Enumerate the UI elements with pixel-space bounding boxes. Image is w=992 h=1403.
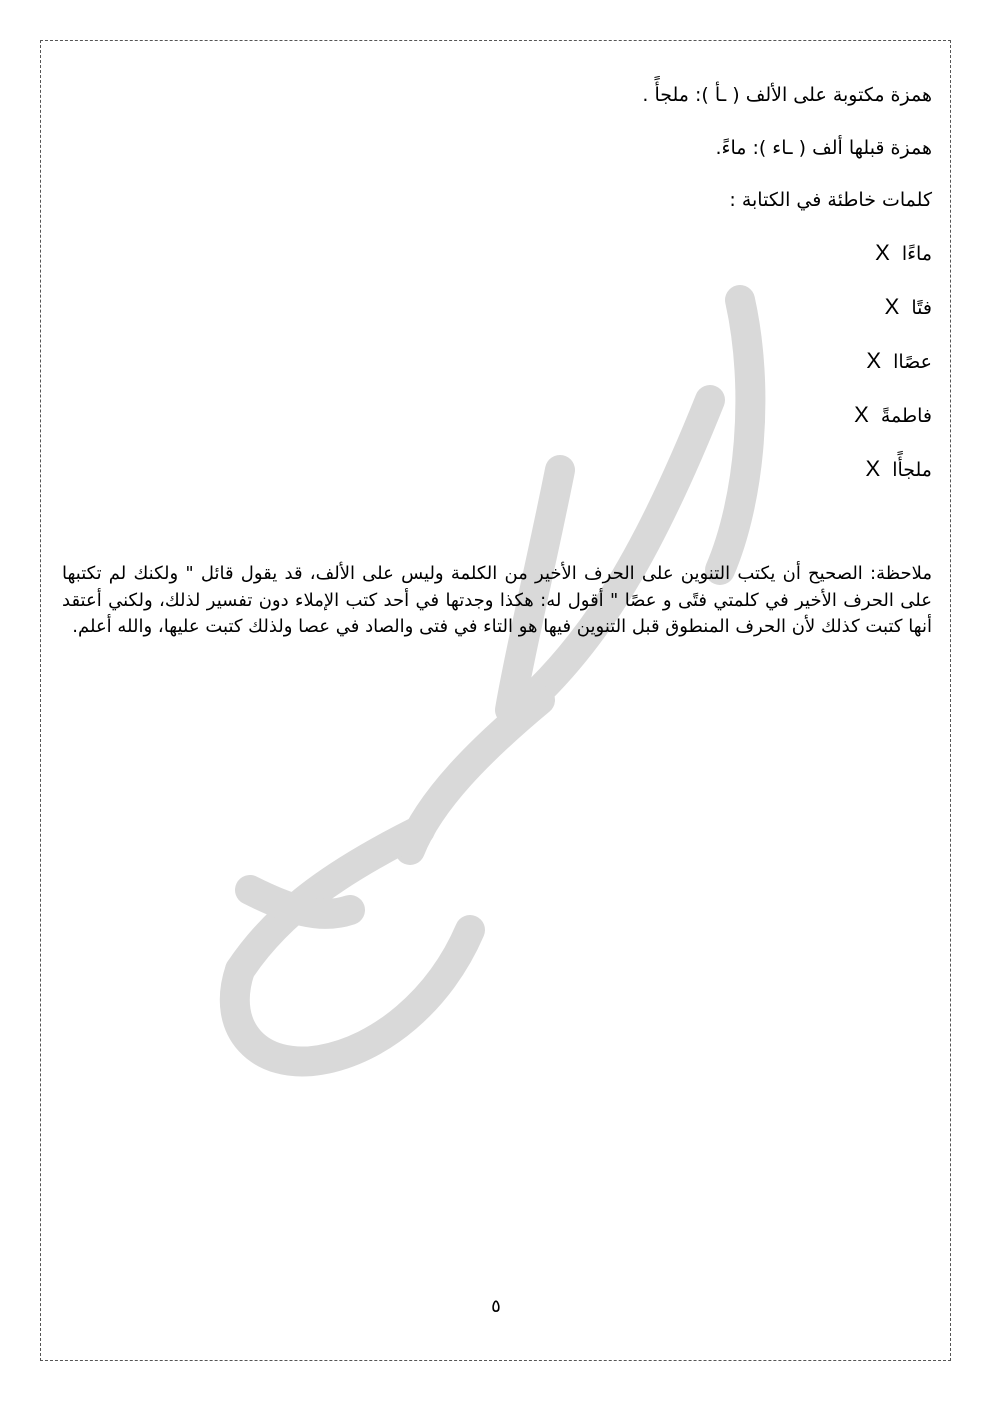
- wrong-mark-icon: X: [865, 456, 881, 481]
- wrong-word-item: [865, 456, 932, 482]
- wrong-mark-icon: X: [866, 348, 882, 373]
- hamza-rule-after-alif: همزة قبلها ألف ( ـاء ): ماءً.: [715, 137, 932, 159]
- wrong-word: ماءًا: [901, 243, 932, 265]
- wrong-mark-icon: X: [875, 240, 890, 265]
- page-border: [40, 40, 951, 1361]
- wrong-mark-icon: X: [854, 402, 869, 427]
- hamza-rule-alif: همزة مكتوبة على الألف ( ـأ ): ملجأً .: [642, 84, 932, 106]
- wrong-word: ملجأًا: [892, 459, 932, 481]
- wrong-words-heading: كلمات خاطئة في الكتابة :: [729, 189, 932, 211]
- wrong-word-item: [885, 294, 932, 320]
- wrong-word: فتًا: [911, 297, 932, 319]
- wrong-word-item: [875, 240, 932, 266]
- wrong-word: عصًاا: [893, 351, 932, 373]
- wrong-word-item: [854, 402, 932, 428]
- wrong-word-item: [866, 348, 932, 374]
- wrong-word: فاطمةً: [880, 405, 932, 427]
- page-number: ٥: [491, 1296, 501, 1317]
- note-paragraph: ملاحظة: الصحيح أن يكتب التنوين على الحرف الأخير من الكلمة وليس على الألف، قد يقول قائل " ولكنك لم تكتبها على الحرف الأخير في كلمتي فتًى و عصًا " أقول له: هكذا وجدتها في أحد كتب الإملاء دون تفسير لذلك، ولكني أعتقد أنها كتبت كذلك لأن الحرف المنطوق قبل التنوين فيها هو التاء في فتى والصاد في عصا ولذلك كتبت عليها، والله أعلم.: [62, 563, 932, 637]
- wrong-mark-icon: X: [884, 294, 900, 319]
